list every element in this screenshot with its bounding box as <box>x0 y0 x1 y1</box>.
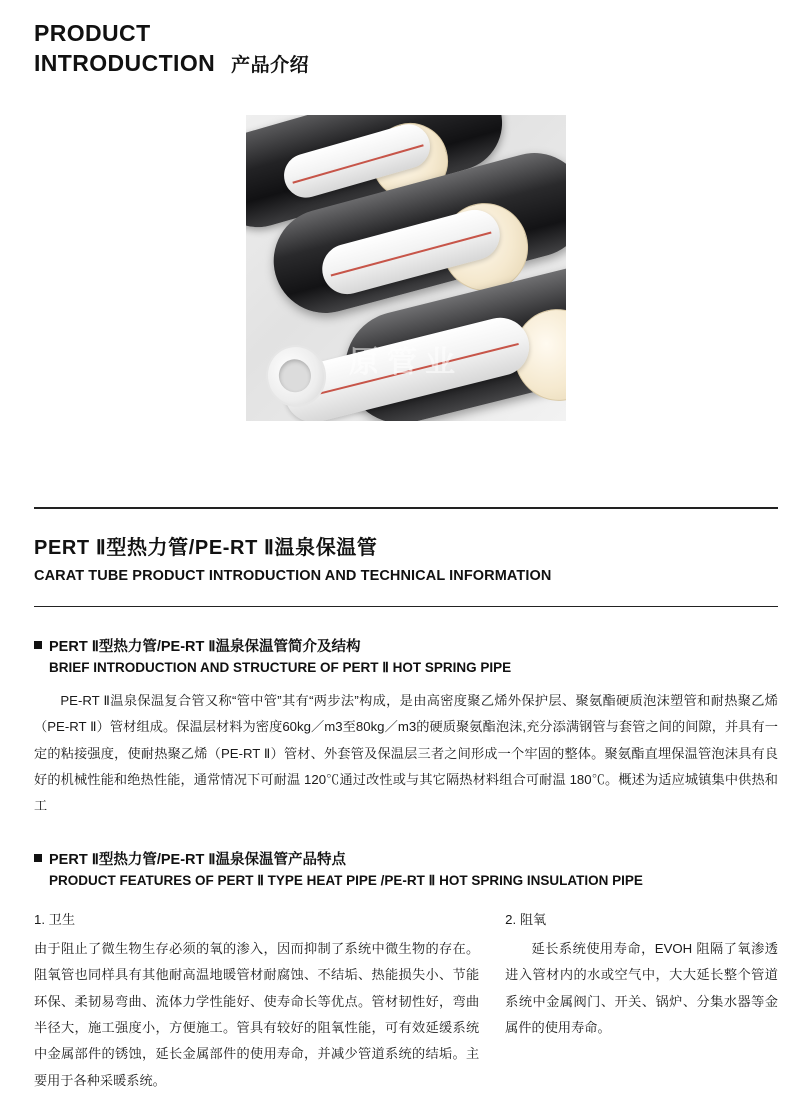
intro-heading-chinese <box>34 635 778 656</box>
features-columns <box>34 907 778 1095</box>
feature-title-1: 1. 卫生 <box>34 911 76 927</box>
section-divider-top <box>34 507 778 509</box>
intro-body-text: PE-RT Ⅱ温泉保温复合管又称“管中管”其有“两步法”构成，是由高密度聚乙烯外保护层、聚氨酯硬质泡沫塑管和耐热聚乙烯（PE-RT Ⅱ）管材组成。保温层材料为密度60kg／m3至80kg／m3的硬质聚氨酯泡沫,充分添满钢管与套管之间的间隙，并具有一定的粘接强度，使耐热聚乙烯（PE-RT Ⅱ）管材、外套管及保温层三者之间形成一个牢固的整体。聚氨酯直埋保温管泡沫具有良好的机械性能和绝热性能，通常情况下可耐温 120℃通过改性或与其它隔热材料组合可耐温 180℃。概述为适应城镇集中供热和工 <box>34 692 778 814</box>
feature-column-hygiene <box>34 907 479 1095</box>
intro-heading-english: BRIEF INTRODUCTION AND STRUCTURE OF PERT Ⅱ HOT SPRING PIPE <box>49 659 512 675</box>
watermark-text: 原管业 <box>349 345 463 379</box>
feature-body-2: 延长系统使用寿命，EVOH 阻隔了氧渗透进入管材内的水或空气中，大大延长整个管道系统中金属阀门、开关、锅炉、分集水器等金属件的使用寿命。 <box>505 940 778 1036</box>
features-heading-chinese-text: PERT Ⅱ型热力管/PE-RT Ⅱ温泉保温管产品特点 <box>49 851 347 868</box>
page-title-row <box>34 48 778 78</box>
intro-block <box>34 635 778 820</box>
features-heading-chinese <box>34 848 778 869</box>
pipe-photo <box>246 115 566 421</box>
feature-column-oxygen-barrier <box>505 907 778 1095</box>
features-heading-english: PRODUCT FEATURES OF PERT Ⅱ TYPE HEAT PIPE /PE-RT Ⅱ HOT SPRING INSULATION PIPE <box>49 872 643 888</box>
page-title-chinese: 产品介绍 <box>231 55 310 77</box>
section-title-english: CARAT TUBE PRODUCT INTRODUCTION AND TECHNICAL INFORMATION <box>34 567 552 584</box>
intro-heading-chinese-text: PERT Ⅱ型热力管/PE-RT Ⅱ温泉保温管简介及结构 <box>49 638 361 655</box>
page-title-line2: INTRODUCTION <box>34 50 216 77</box>
square-bullet-icon <box>34 641 42 649</box>
features-block <box>34 848 778 1095</box>
section-title-chinese: PERT Ⅱ型热力管/PE-RT Ⅱ温泉保温管 <box>34 536 378 559</box>
feature-body-1: 由于阻止了微生物生存必须的氧的渗入，因而抑制了系统中微生物的存在。阻氧管也同样具有其他耐高温地暖管材耐腐蚀、不结垢、热能损失小、节能环保、柔韧易弯曲、流体力学性能好、使寿命长等优点。管材韧性好，弯曲半径大，施工强度小，方便施工。管具有较好的阻氧性能，可有效延缓系统中金属部件的锈蚀，延长金属部件的使用寿命，并减少管道系统的结垢。主要用于各种采暖系统。 <box>34 940 480 1088</box>
hero-image-wrap <box>34 115 778 421</box>
page-header <box>34 0 778 79</box>
square-bullet-icon <box>34 854 42 862</box>
feature-title-2: 2. 阻氧 <box>505 911 547 927</box>
section-divider-bottom <box>34 606 778 607</box>
page-title-line1: PRODUCT <box>34 20 151 46</box>
